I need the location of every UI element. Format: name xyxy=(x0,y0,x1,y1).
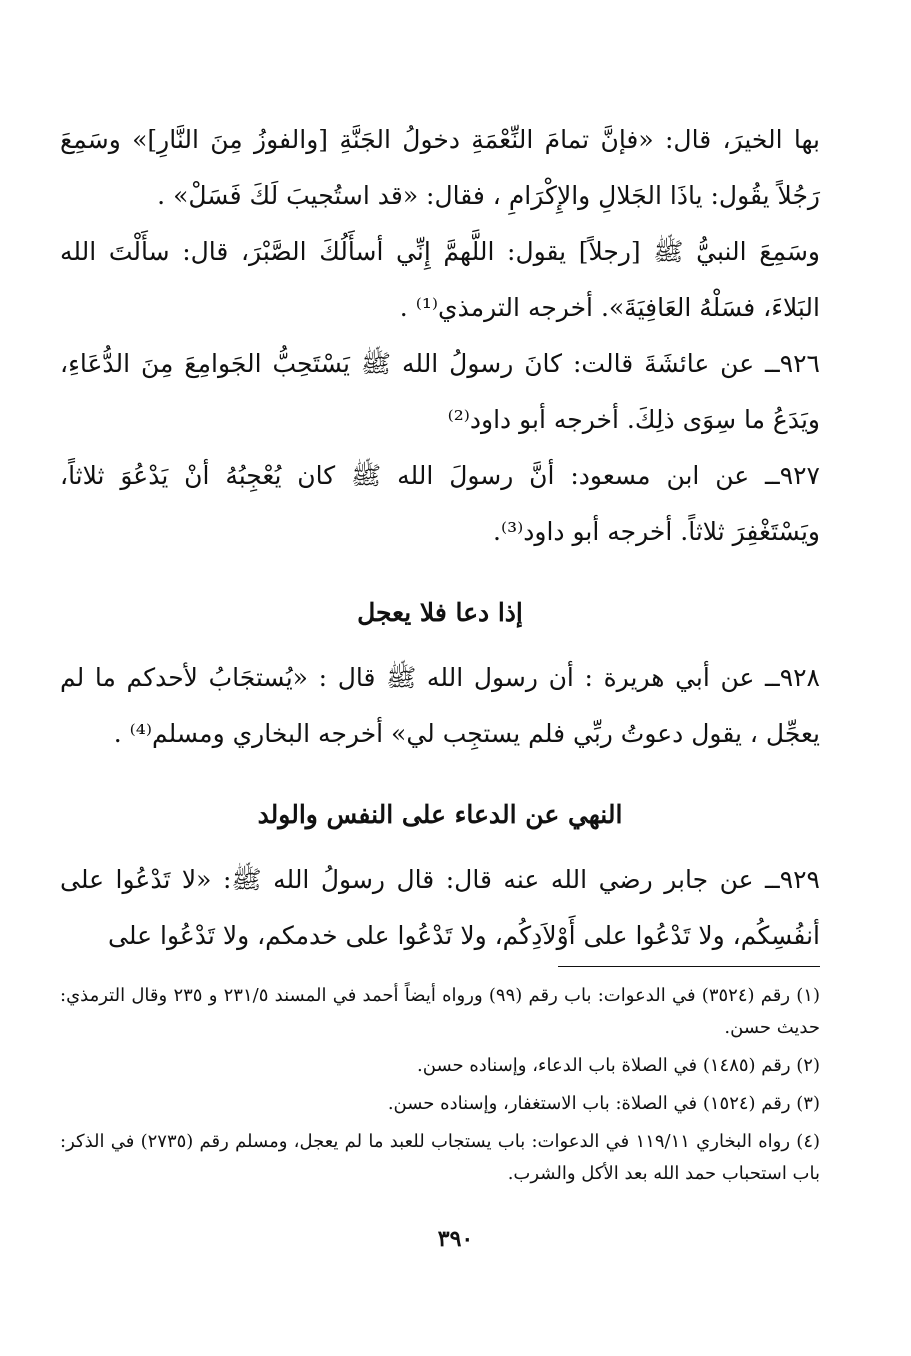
section1-text xyxy=(60,650,820,762)
hadith-928: ٩٢٨ــ عن أبي هريرة : أن رسول الله ﷺ قال : «يُستجَابُ لأحدكم ما لم يعجِّل ، يقول دعوتُ ربِّي فلم يستجِب لي» أخرجه البخاري ومسلم⁽⁴⁾ . xyxy=(60,663,820,748)
section2-text xyxy=(60,852,820,964)
footnote-divider xyxy=(558,966,820,967)
hadith-926: ٩٢٦ــ عن عائشَةَ قالت: كانَ رسولُ الله ﷺ يَسْتَحِبُّ الجَوامِعَ مِنَ الدُّعَاءِ، ويَدَعُ ما سِوَى ذلِكَ. أخرجه أبو داود⁽²⁾ xyxy=(60,349,820,434)
footnote-2: (٢) رقم (١٤٨٥) في الصلاة باب الدعاء، وإسناده حسن. xyxy=(417,1055,820,1076)
footnote-1: (١) رقم (٣٥٢٤) في الدعوات: باب رقم (٩٩) ورواه أيضاً أحمد في المسند ٢٣١/٥ و ٢٣٥ وقال الترمذي: حديث حسن. xyxy=(60,985,820,1038)
footnote-4: (٤) رواه البخاري ١١٩/١١ في الدعوات: باب يستجاب للعبد ما لم يعجل، ومسلم رقم (٢٧٣٥) في الذكر: باب استحباب حمد الله بعد الأكل والشرب. xyxy=(60,1131,821,1184)
paragraph-1: بها الخيرَ، قال: «فإنَّ تمامَ النِّعْمَةِ دخولُ الجَنَّةِ [والفوزُ مِنَ النَّارِ]» وسَمِعَ رَجُلاً يقُول: ياذَا الجَلالِ والإِكْرَامِ ، فقال: «قد استُجيبَ لَكَ فَسَلْ» . xyxy=(60,125,820,210)
section-heading-prohibition: النهي عن الدعاء على النفس والولد xyxy=(257,800,623,829)
body-text xyxy=(60,112,820,560)
footnote-3: (٣) رقم (١٥٢٤) في الصلاة: باب الاستغفار، وإسناده حسن. xyxy=(387,1093,820,1114)
page-number: ٣٩٠ xyxy=(437,1226,474,1252)
section-heading-do-not-hasten: إذا دعا فلا يعجل xyxy=(357,598,523,627)
paragraph-2: وسَمِعَ النبيُّ ﷺ [رجلاً] يقول: اللَّهمَّ إِنِّي أسأَلُكَ الصَّبْرَ، قال: سأَلْتَ الله البَلاءَ، فسَلْهُ العَافِيَةَ». أخرجه الترمذي⁽¹⁾ . xyxy=(60,237,820,322)
hadith-927: ٩٢٧ــ عن ابن مسعود: أنَّ رسولَ الله ﷺ كان يُعْجِبُهُ أنْ يَدْعُوَ ثلاثاً، ويَسْتَغْفِرَ ثلاثاً. أخرجه أبو داود⁽³⁾. xyxy=(60,461,820,546)
footnotes xyxy=(60,980,820,1196)
hadith-929: ٩٢٩ــ عن جابر رضي الله عنه قال: قال رسولُ الله ﷺ: «لا تَدْعُوا على أنفُسِكُم، ولا تَدْعُوا على أَوْلاَدِكُم، ولا تَدْعُوا على خدمكم، ولا تَدْعُوا على xyxy=(60,865,820,950)
